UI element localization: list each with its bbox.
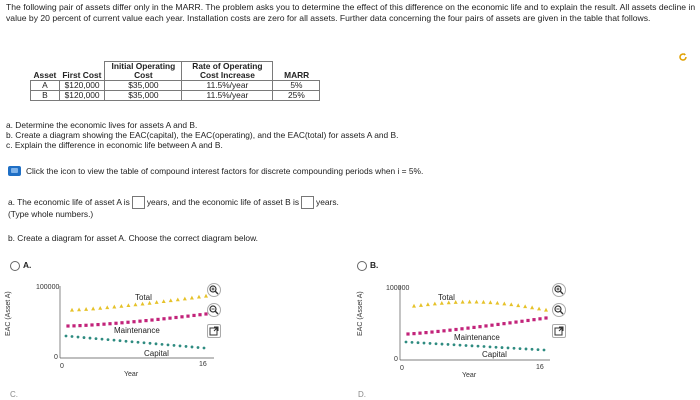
capital-marker bbox=[107, 338, 110, 341]
operating-cost-cell: $35,000 bbox=[105, 81, 182, 91]
capital-marker bbox=[537, 348, 540, 351]
question-a-answer-row bbox=[8, 196, 339, 209]
maintenance-marker bbox=[490, 324, 493, 327]
maintenance-marker bbox=[144, 319, 147, 322]
option-a-xlabel: Year bbox=[124, 371, 139, 378]
maintenance-marker bbox=[132, 320, 135, 323]
total-marker bbox=[426, 302, 430, 306]
maintenance-marker bbox=[484, 324, 487, 327]
total-marker bbox=[204, 294, 208, 298]
question-b-prompt: b. Create a diagram for asset A. Choose the correct diagram below. bbox=[8, 233, 258, 243]
capital-marker bbox=[411, 341, 414, 344]
capital-marker bbox=[65, 335, 68, 338]
total-marker bbox=[475, 300, 479, 304]
maintenance-marker bbox=[508, 321, 511, 324]
option-b-ylabel: EAC (Asset A) bbox=[357, 291, 364, 336]
maintenance-marker bbox=[538, 317, 541, 320]
maintenance-marker bbox=[472, 326, 475, 329]
option-a-xtick-zero: 0 bbox=[60, 363, 64, 370]
total-marker bbox=[133, 303, 137, 307]
question-a: a. Determine the economic lives for assets A and B. bbox=[6, 120, 198, 130]
option-b-zoom-in-icon[interactable] bbox=[552, 283, 566, 297]
total-marker bbox=[112, 305, 116, 309]
option-b-expand-icon[interactable] bbox=[552, 324, 566, 338]
total-marker bbox=[523, 304, 527, 308]
maintenance-marker bbox=[72, 324, 75, 327]
question-b: b. Create a diagram showing the EAC(capital), the EAC(operating), and the EAC(total) for assets A and B. bbox=[6, 130, 399, 141]
capital-marker bbox=[423, 342, 426, 345]
total-marker bbox=[495, 301, 499, 305]
total-marker bbox=[190, 296, 194, 300]
maintenance-marker bbox=[448, 329, 451, 332]
maintenance-marker bbox=[186, 315, 189, 318]
rate-cell: 11.5%/year bbox=[182, 91, 273, 101]
maintenance-marker bbox=[532, 318, 535, 321]
maintenance-marker bbox=[156, 318, 159, 321]
table-icon[interactable] bbox=[8, 166, 21, 176]
option-b-capital-label: Capital bbox=[482, 350, 507, 359]
capital-marker bbox=[95, 337, 98, 340]
maintenance-marker bbox=[544, 316, 547, 319]
maintenance-marker bbox=[168, 317, 171, 320]
option-a-ytick-zero: 0 bbox=[54, 354, 58, 361]
table-row bbox=[31, 91, 320, 101]
marr-cell: 25% bbox=[273, 91, 320, 101]
option-b-maintenance-label: Maintenance bbox=[454, 333, 500, 342]
capital-marker bbox=[489, 345, 492, 348]
capital-marker bbox=[483, 345, 486, 348]
capital-marker bbox=[179, 345, 182, 348]
maintenance-marker bbox=[460, 327, 463, 330]
capital-marker bbox=[71, 335, 74, 338]
asset-a-life-input[interactable] bbox=[132, 196, 145, 209]
total-marker bbox=[176, 298, 180, 302]
total-marker bbox=[468, 300, 472, 304]
qa-text-1: a. The economic life of asset A is bbox=[8, 197, 130, 207]
maintenance-marker bbox=[454, 328, 457, 331]
option-b-xtick-end: 16 bbox=[536, 364, 544, 371]
capital-marker bbox=[453, 343, 456, 346]
maintenance-marker bbox=[138, 320, 141, 323]
header-initial-operating-cost: Initial Operating Cost bbox=[105, 62, 182, 81]
total-marker bbox=[516, 303, 520, 307]
total-marker bbox=[481, 300, 485, 304]
total-marker bbox=[544, 308, 548, 312]
capital-marker bbox=[191, 346, 194, 349]
qa-text-2: years, and the economic life of asset B is bbox=[146, 197, 300, 207]
capital-marker bbox=[173, 344, 176, 347]
total-marker bbox=[488, 300, 492, 304]
maintenance-marker bbox=[108, 322, 111, 325]
capital-marker bbox=[167, 343, 170, 346]
maintenance-marker bbox=[66, 324, 69, 327]
capital-marker bbox=[119, 339, 122, 342]
maintenance-marker bbox=[520, 320, 523, 323]
question-c: c. Explain the difference in economic life between A and B. bbox=[6, 140, 223, 151]
maintenance-marker bbox=[430, 330, 433, 333]
total-marker bbox=[461, 300, 465, 304]
asset-b-life-input[interactable] bbox=[301, 196, 314, 209]
hint-text: Click the icon to view the table of compound interest factors for discrete compounding periods when i = 5%. bbox=[26, 166, 424, 176]
option-a-ytick-top: 100000 bbox=[36, 284, 60, 291]
capital-marker bbox=[197, 346, 200, 349]
qa-text-3: years. bbox=[316, 197, 339, 207]
option-b-total-series bbox=[412, 300, 548, 312]
option-a-maintenance-label: Maintenance bbox=[114, 326, 160, 335]
capital-marker bbox=[495, 346, 498, 349]
capital-marker bbox=[543, 349, 546, 352]
total-marker bbox=[126, 303, 130, 307]
maintenance-marker bbox=[114, 322, 117, 325]
capital-marker bbox=[525, 348, 528, 351]
total-marker bbox=[502, 302, 506, 306]
capital-marker bbox=[89, 337, 92, 340]
option-b-label: B. bbox=[370, 260, 379, 270]
maintenance-marker bbox=[96, 323, 99, 326]
maintenance-marker bbox=[466, 327, 469, 330]
option-a-label: A. bbox=[23, 260, 32, 270]
option-b-ytick-top: 100000 bbox=[386, 285, 410, 292]
maintenance-marker bbox=[406, 332, 409, 335]
total-marker bbox=[141, 302, 145, 306]
total-marker bbox=[530, 305, 534, 309]
capital-marker bbox=[519, 347, 522, 350]
total-marker bbox=[197, 295, 201, 299]
maintenance-marker bbox=[424, 331, 427, 334]
capital-marker bbox=[405, 341, 408, 344]
total-marker bbox=[183, 297, 187, 301]
capital-marker bbox=[101, 338, 104, 341]
capital-marker bbox=[155, 342, 158, 345]
capital-marker bbox=[143, 341, 146, 344]
capital-marker bbox=[185, 345, 188, 348]
capital-marker bbox=[441, 343, 444, 346]
total-marker bbox=[77, 307, 81, 311]
total-marker bbox=[162, 299, 166, 303]
maintenance-marker bbox=[198, 313, 201, 316]
total-marker bbox=[70, 308, 74, 312]
total-marker bbox=[419, 303, 423, 307]
total-marker bbox=[91, 307, 95, 311]
capital-marker bbox=[531, 348, 534, 351]
option-b-radio[interactable] bbox=[357, 261, 367, 271]
option-a-zoom-out-icon[interactable] bbox=[207, 303, 221, 317]
maintenance-marker bbox=[162, 317, 165, 320]
option-a-expand-icon[interactable] bbox=[207, 324, 221, 338]
capital-marker bbox=[459, 344, 462, 347]
capital-marker bbox=[137, 341, 140, 344]
option-a-zoom-in-icon[interactable] bbox=[207, 283, 221, 297]
operating-cost-cell: $35,000 bbox=[105, 91, 182, 101]
option-d-label[interactable]: D. bbox=[358, 390, 366, 399]
capital-marker bbox=[435, 342, 438, 345]
capital-marker bbox=[203, 347, 206, 350]
option-a-capital-label: Capital bbox=[144, 349, 169, 358]
maintenance-marker bbox=[496, 323, 499, 326]
total-marker bbox=[412, 304, 416, 308]
capital-marker bbox=[477, 345, 480, 348]
maintenance-marker bbox=[478, 325, 481, 328]
capital-marker bbox=[161, 343, 164, 346]
capital-marker bbox=[447, 343, 450, 346]
option-a-radio[interactable] bbox=[10, 261, 20, 271]
asset-cell: A bbox=[31, 81, 60, 91]
capital-marker bbox=[417, 341, 420, 344]
option-b-xlabel: Year bbox=[462, 372, 477, 379]
option-a-ylabel: EAC (Asset A) bbox=[5, 291, 12, 336]
capital-marker bbox=[77, 336, 80, 339]
total-marker bbox=[537, 307, 541, 311]
total-marker bbox=[169, 298, 173, 302]
capital-marker bbox=[471, 344, 474, 347]
option-b-xtick-zero: 0 bbox=[400, 365, 404, 372]
maintenance-marker bbox=[126, 321, 129, 324]
capital-marker bbox=[131, 340, 134, 343]
total-marker bbox=[105, 305, 109, 309]
maintenance-marker bbox=[84, 324, 87, 327]
header-asset: Asset bbox=[31, 62, 60, 81]
maintenance-marker bbox=[150, 318, 153, 321]
option-b-capital-series bbox=[405, 341, 546, 352]
question-list bbox=[6, 120, 398, 151]
capital-marker bbox=[513, 347, 516, 350]
header-rate-increase: Rate of Operating Cost Increase bbox=[182, 62, 273, 81]
capital-marker bbox=[149, 342, 152, 345]
asset-cell: B bbox=[31, 91, 60, 101]
capital-marker bbox=[507, 347, 510, 350]
total-marker bbox=[509, 302, 513, 306]
maintenance-marker bbox=[90, 323, 93, 326]
capital-marker bbox=[429, 342, 432, 345]
header-marr: MARR bbox=[273, 62, 320, 81]
total-marker bbox=[155, 300, 159, 304]
capital-marker bbox=[83, 336, 86, 339]
refresh-icon[interactable] bbox=[678, 52, 688, 62]
option-b-ytick-zero: 0 bbox=[394, 356, 398, 363]
maintenance-marker bbox=[120, 321, 123, 324]
option-a-total-label: Total bbox=[135, 293, 152, 302]
table-row bbox=[31, 81, 320, 91]
assets-table bbox=[30, 61, 320, 101]
maintenance-marker bbox=[502, 322, 505, 325]
maintenance-marker bbox=[180, 315, 183, 318]
total-marker bbox=[119, 304, 123, 308]
capital-marker bbox=[465, 344, 468, 347]
option-c-label[interactable]: C. bbox=[10, 390, 18, 399]
option-b-total-label: Total bbox=[438, 293, 455, 302]
maintenance-marker bbox=[78, 324, 81, 327]
interest-table-hint bbox=[8, 165, 423, 177]
maintenance-marker bbox=[442, 329, 445, 332]
maintenance-marker bbox=[192, 314, 195, 317]
maintenance-marker bbox=[102, 323, 105, 326]
maintenance-marker bbox=[514, 320, 517, 323]
maintenance-marker bbox=[526, 319, 529, 322]
type-note: (Type whole numbers.) bbox=[8, 209, 94, 219]
maintenance-marker bbox=[418, 332, 421, 335]
capital-marker bbox=[113, 339, 116, 342]
maintenance-marker bbox=[436, 330, 439, 333]
first-cost-cell: $120,000 bbox=[59, 81, 105, 91]
marr-cell: 5% bbox=[273, 81, 320, 91]
header-first-cost: First Cost bbox=[59, 62, 105, 81]
capital-marker bbox=[501, 346, 504, 349]
maintenance-marker bbox=[174, 316, 177, 319]
total-marker bbox=[84, 307, 88, 311]
problem-intro: The following pair of assets differ only in the MARR. The problem asks you to determine the effect of this difference on the economic life and to explain the result. All assets decline in value by 20 percent of current value each year. Installation costs are zero for all assets. Further data concerning the four pairs of assets are given in the table that follows. bbox=[6, 2, 696, 23]
option-b-zoom-out-icon[interactable] bbox=[552, 303, 566, 317]
first-cost-cell: $120,000 bbox=[59, 91, 105, 101]
rate-cell: 11.5%/year bbox=[182, 81, 273, 91]
option-b-diagram bbox=[350, 276, 550, 379]
maintenance-marker bbox=[412, 332, 415, 335]
total-marker bbox=[98, 306, 102, 310]
total-marker bbox=[433, 302, 437, 306]
option-a-xtick-end: 16 bbox=[199, 361, 207, 368]
option-a-capital-series bbox=[65, 335, 206, 350]
capital-marker bbox=[125, 340, 128, 343]
option-a-diagram bbox=[4, 276, 207, 378]
